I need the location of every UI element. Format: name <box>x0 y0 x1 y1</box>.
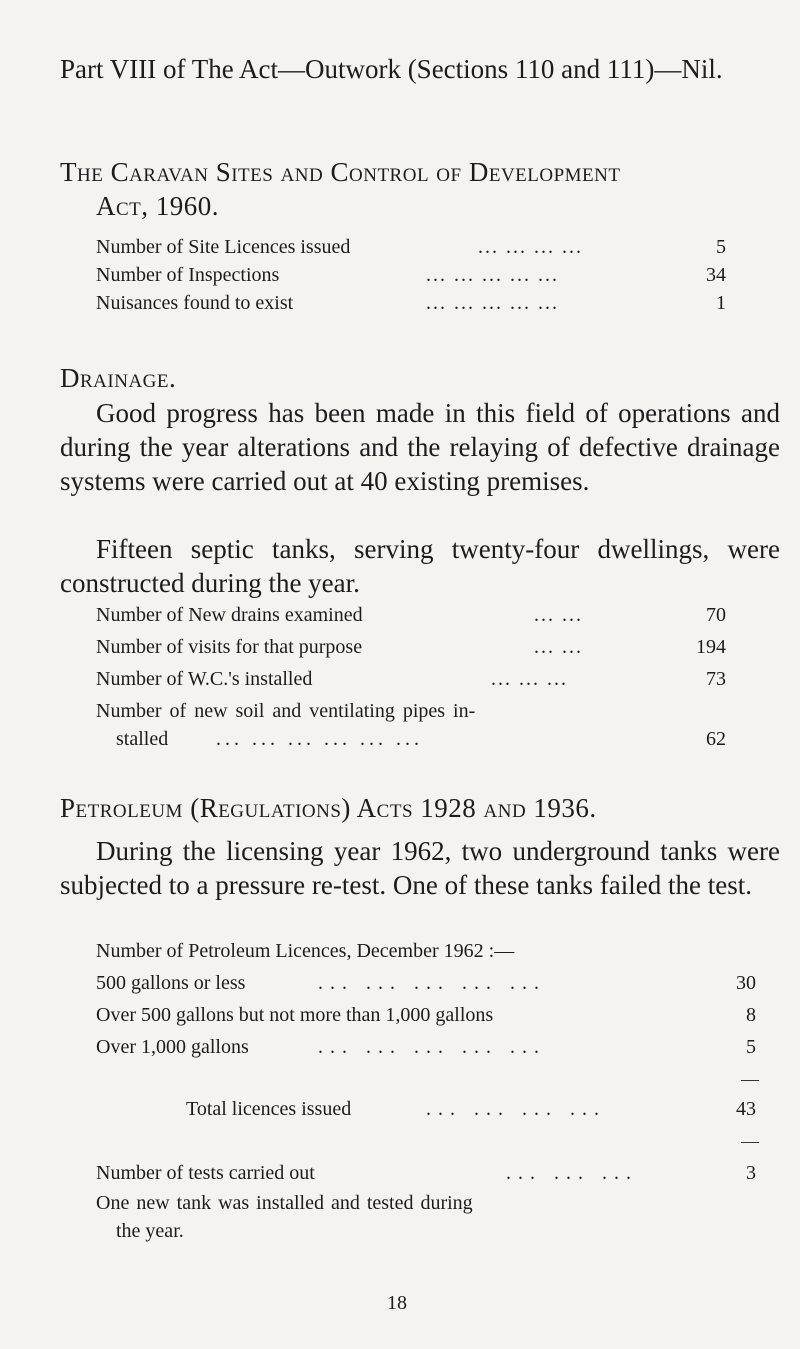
row-label: Total licences issued <box>186 1098 352 1120</box>
drainage-heading: Drainage. <box>60 363 177 393</box>
row-value: 5 <box>746 1036 756 1058</box>
row-label: Number of Inspections <box>96 264 280 286</box>
row-label: Number of visits for that purpose <box>96 636 363 658</box>
row-value: 62 <box>706 728 726 750</box>
caravan-sites-heading-line2: Act, 1960. <box>96 191 220 221</box>
row-label: 500 gallons or less <box>96 972 246 994</box>
row-value: 5 <box>716 236 726 258</box>
outwork-statement: Part VIII of The Act—Outwork (Sections 110 and 111)—Nil. <box>60 54 723 84</box>
row-label: Number of Site Licences issued <box>96 236 351 258</box>
row-value: 43 <box>736 1098 756 1120</box>
row-value: 34 <box>706 264 726 286</box>
petroleum-paragraph: During the licensing year 1962, two underground tanks were subjected to a pressure re-test. One of these tanks failed the test. <box>60 836 780 900</box>
row-label: Over 1,000 gallons <box>96 1036 249 1058</box>
row-leader-dots: ... ... ... ... ... <box>426 292 559 314</box>
row-leader-dots: ... ... ... <box>506 1162 638 1184</box>
row-label: Number of W.C.'s installed <box>96 668 313 690</box>
caravan-sites-heading-line1: The Caravan Sites and Control of Development <box>60 157 621 187</box>
row-label: Number of new soil and ventilating pipes in- <box>96 700 476 722</box>
row-value: 30 <box>736 972 756 994</box>
row-label: Nuisances found to exist <box>96 292 294 314</box>
row-leader-dots: ... ... ... ... ... <box>318 1036 546 1058</box>
row-leader-dots: ... ... <box>534 636 583 658</box>
row-label: Number of tests carried out <box>96 1162 315 1184</box>
row-leader-dots: ... ... ... ... ... ... <box>216 728 423 750</box>
total-rule <box>741 1142 759 1143</box>
row-value: 3 <box>746 1162 756 1184</box>
row-label: stalled <box>116 728 169 750</box>
row-value: 73 <box>706 668 726 690</box>
petroleum-heading: Petroleum (Regulations) Acts 1928 and 1936. <box>60 793 597 823</box>
page-number: 18 <box>387 1292 407 1314</box>
row-label: the year. <box>116 1220 184 1242</box>
row-leader-dots: ... ... ... ... <box>478 236 583 258</box>
row-leader-dots: ... ... ... ... ... <box>426 264 559 286</box>
row-leader-dots: ... ... <box>534 604 583 626</box>
row-leader-dots: ... ... ... <box>491 668 568 690</box>
row-value: 70 <box>706 604 726 626</box>
row-leader-dots: ... ... ... ... ... <box>318 972 546 994</box>
row-label: One new tank was installed and tested during <box>96 1192 473 1214</box>
drainage-paragraph-2: Fifteen septic tanks, serving twenty-four dwellings, were constructed during the year. <box>60 534 780 598</box>
row-leader-dots: ... ... ... ... <box>426 1098 606 1120</box>
drainage-paragraph-1: Good progress has been made in this field of operations and during the year alterations and the relaying of defective drainage systems were carried out at 40 existing premises. <box>60 398 780 496</box>
row-label: Number of New drains examined <box>96 604 363 626</box>
row-label: Over 500 gallons but not more than 1,000 gallons <box>96 1004 494 1026</box>
row-label: Number of Petroleum Licences, December 1962 :— <box>96 940 515 962</box>
row-value: 194 <box>696 636 726 658</box>
subtotal-rule <box>741 1080 759 1081</box>
row-value: 1 <box>716 292 726 314</box>
row-value: 8 <box>746 1004 756 1026</box>
